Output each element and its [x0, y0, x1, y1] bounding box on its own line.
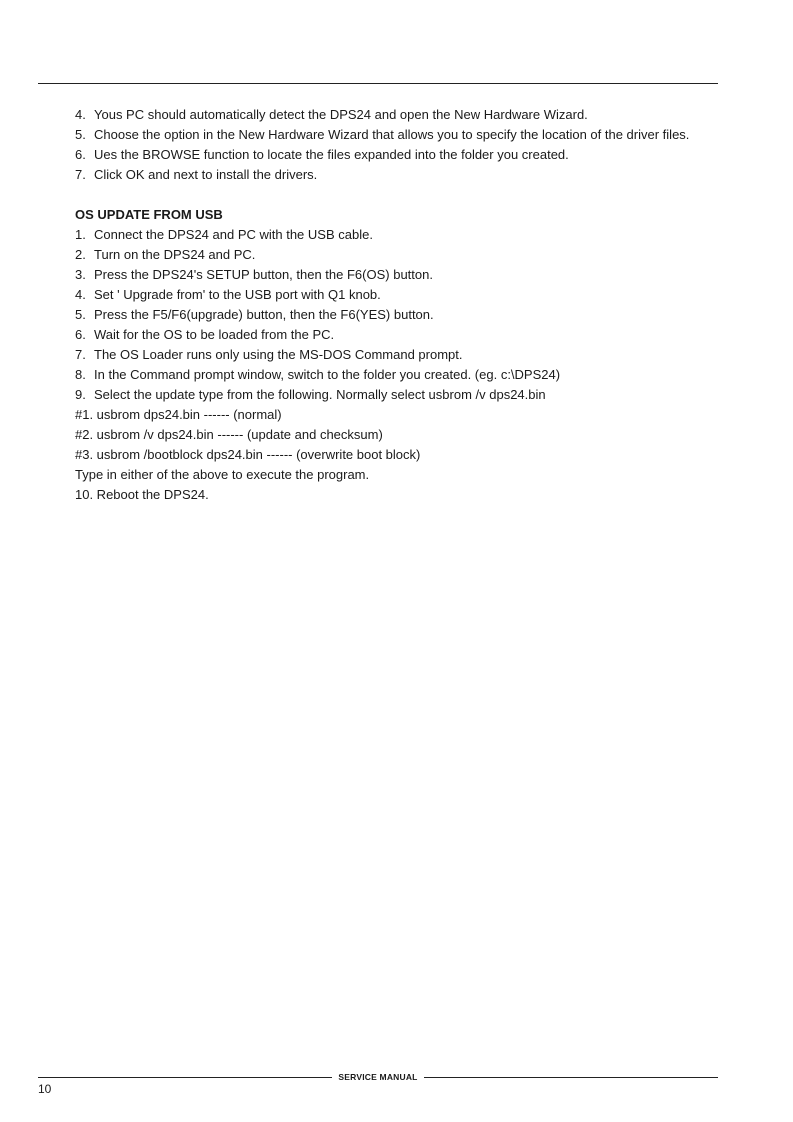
step-text: Turn on the DPS24 and PC. — [94, 247, 256, 262]
step-number: 8. — [75, 367, 86, 382]
page-number: 10 — [38, 1082, 52, 1096]
step-number: 2. — [75, 247, 86, 262]
step-number: 6. — [75, 147, 86, 162]
header-rule — [38, 83, 718, 84]
list-item — [75, 365, 715, 385]
list-item — [75, 145, 715, 165]
final-step: 10. Reboot the DPS24. — [75, 487, 209, 502]
step-text: Ues the BROWSE function to locate the files expanded into the folder you created. — [94, 147, 569, 162]
step-text: Connect the DPS24 and PC with the USB cable. — [94, 227, 373, 242]
list-item — [75, 125, 715, 145]
step-text: Click OK and next to install the drivers. — [94, 167, 318, 182]
update-option: #1. usbrom dps24.bin ------ (normal) — [75, 407, 282, 422]
step-number: 3. — [75, 267, 86, 282]
step-number: 7. — [75, 347, 86, 362]
list-item — [75, 105, 715, 125]
footer-label: SERVICE MANUAL — [338, 1072, 418, 1082]
list-item — [75, 225, 715, 245]
step-number: 1. — [75, 227, 86, 242]
list-item — [75, 325, 715, 345]
step-number: 5. — [75, 307, 86, 322]
update-option: #3. usbrom /bootblock dps24.bin ------ (overwrite boot block) — [75, 447, 421, 462]
update-option: #2. usbrom /v dps24.bin ------ (update and checksum) — [75, 427, 383, 442]
list-item — [75, 285, 715, 305]
list-item — [75, 385, 715, 405]
footer — [38, 1070, 718, 1084]
step-text: Wait for the OS to be loaded from the PC. — [94, 327, 335, 342]
step-number: 4. — [75, 107, 86, 122]
step-text: The OS Loader runs only using the MS-DOS Command prompt. — [94, 347, 463, 362]
step-text: Set ' Upgrade from' to the USB port with Q1 knob. — [94, 287, 381, 302]
step-number: 7. — [75, 167, 86, 182]
instruction-note: Type in either of the above to execute the program. — [75, 467, 370, 482]
step-number: 6. — [75, 327, 86, 342]
list-item — [75, 305, 715, 325]
step-number: 9. — [75, 387, 86, 402]
step-text: Choose the option in the New Hardware Wizard that allows you to specify the location of the driver files. — [94, 127, 690, 142]
driver-install-steps — [75, 105, 715, 185]
footer-rule-left — [38, 1077, 332, 1078]
step-text: In the Command prompt window, switch to the folder you created. (eg. c:\DPS24) — [94, 367, 561, 382]
usb-update-section — [75, 205, 715, 505]
footer-rule-right — [424, 1077, 718, 1078]
list-item — [75, 165, 715, 185]
spacer — [75, 185, 715, 205]
step-text: Yous PC should automatically detect the DPS24 and open the New Hardware Wizard. — [94, 107, 588, 122]
section-heading: OS UPDATE FROM USB — [75, 207, 223, 222]
step-text: Press the F5/F6(upgrade) button, then the F6(YES) button. — [94, 307, 434, 322]
step-text: Press the DPS24's SETUP button, then the F6(OS) button. — [94, 267, 433, 282]
step-number: 5. — [75, 127, 86, 142]
step-text: Select the update type from the following. Normally select usbrom /v dps24.bin — [94, 387, 546, 402]
list-item — [75, 245, 715, 265]
page-content — [75, 105, 715, 505]
step-number: 4. — [75, 287, 86, 302]
list-item — [75, 265, 715, 285]
list-item — [75, 345, 715, 365]
